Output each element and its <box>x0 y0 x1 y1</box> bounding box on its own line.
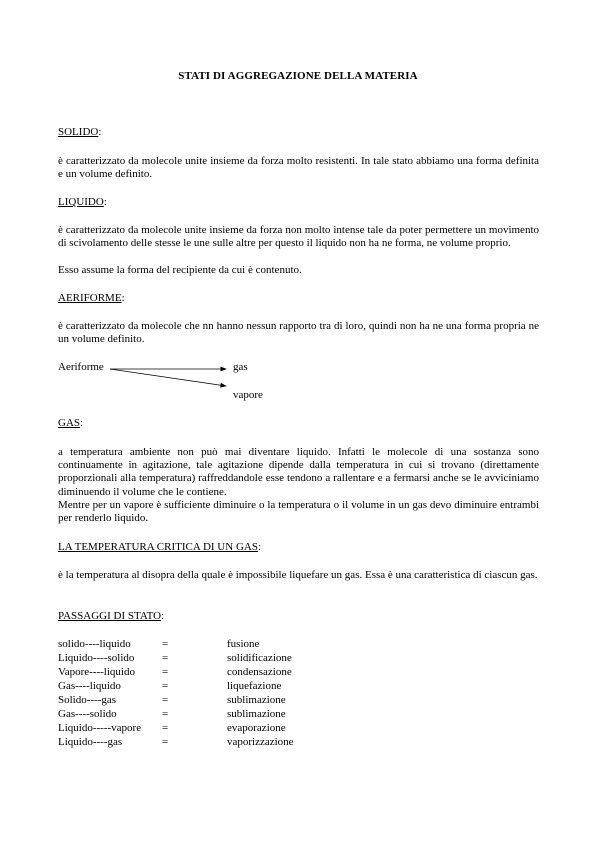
transition-name: solidificazione <box>227 652 292 664</box>
transition-from: Gas----solido <box>58 708 117 720</box>
paragraph-aeriforme: è caratterizzato da molecole che nn hanno nessun rapporto tra di loro, quindi non ha ne una forma propria ne un volume definito. <box>58 320 539 346</box>
diagram-target-gas: gas <box>233 361 248 373</box>
heading-colon: : <box>121 292 125 304</box>
paragraph-gas: a temperatura ambiente non può mai diventare liquido. Infatti le molecole di una sostanza sono continuamente in agitazione, tale agitazione dipende dalla temperatura in cui si trovano (direttamente proporzionali alla temperatura) raffreddandole esse tendono a rallentare e a fermarsi anche se le avviciniamo diminuendo il volume che le contiene. <box>58 446 539 498</box>
transition-from: solido----liquido <box>58 638 131 650</box>
transition-equals: = <box>162 638 169 650</box>
paragraph-gas-2: Mentre per un vapore è sufficiente diminuire o la temperatura o il volume in un gas devo diminuire entrambi per renderlo liquido. <box>58 499 539 525</box>
transition-name: condensazione <box>227 666 292 678</box>
transition-name: vaporizzazione <box>227 736 294 748</box>
heading-temperatura-critica-text: LA TEMPERATURA CRITICA DI UN GAS <box>58 541 258 553</box>
arrow-to-vapore <box>110 369 226 386</box>
transition-name: evaporazione <box>227 722 286 734</box>
transition-name: sublimazione <box>227 708 286 720</box>
transition-equals: = <box>162 680 169 692</box>
transition-name: fusione <box>227 638 260 650</box>
transition-equals: = <box>162 652 169 664</box>
heading-solido-text: SOLIDO <box>58 126 99 138</box>
transition-name: liquefazione <box>227 680 282 692</box>
diagram-target-vapore: vapore <box>233 389 263 401</box>
heading-colon: : <box>98 126 102 138</box>
transition-name: sublimazione <box>227 694 286 706</box>
heading-colon: : <box>161 610 165 622</box>
paragraph-solido: è caratterizzato da molecole unite insieme da forza molto resistenti. In tale stato abbiamo una forma definita e un volume definito. <box>58 155 539 181</box>
transition-equals: = <box>162 666 169 678</box>
transition-from: Liquido----solido <box>58 652 135 664</box>
heading-gas-text: GAS <box>58 417 81 429</box>
paragraph-liquido-2: Esso assume la forma del recipiente da cui è contenuto. <box>58 264 302 276</box>
heading-temperatura-critica <box>58 541 539 554</box>
transition-equals: = <box>162 736 169 748</box>
heading-passaggi-di-stato <box>58 610 539 623</box>
heading-colon: : <box>103 196 107 208</box>
paragraph-liquido: è caratterizzato da molecole unite insieme da forza non molto intense tale da poter permettere un movimento di scivolamento delle stesse le une sulle altre per questo il liquido non ha ne forma, ne volume proprio. <box>58 224 539 250</box>
document-title: STATI DI AGGREGAZIONE DELLA MATERIA <box>178 70 418 82</box>
transition-from: Liquido-----vapore <box>58 722 142 734</box>
transition-equals: = <box>162 708 169 720</box>
transition-from: Liquido----gas <box>58 736 123 748</box>
heading-passaggi-text: PASSAGGI DI STATO <box>58 610 162 622</box>
paragraph-temperatura-critica: è la temperatura al disopra della quale è impossibile liquefare un gas. Essa è una caratteristica di ciascun gas. <box>58 569 538 581</box>
heading-gas <box>58 417 539 430</box>
transition-from: Gas----liquido <box>58 680 121 692</box>
transition-from: Vapore----liquido <box>58 666 135 678</box>
transition-from: Solido----gas <box>58 694 117 706</box>
diagram-source-label: Aeriforme <box>58 361 104 373</box>
heading-colon: : <box>257 541 262 553</box>
heading-colon: : <box>80 417 84 429</box>
heading-aeriforme-text: AERIFORME <box>58 292 122 304</box>
transition-equals: = <box>162 694 169 706</box>
transition-equals: = <box>162 722 169 734</box>
heading-liquido-text: LIQUIDO <box>58 196 104 208</box>
